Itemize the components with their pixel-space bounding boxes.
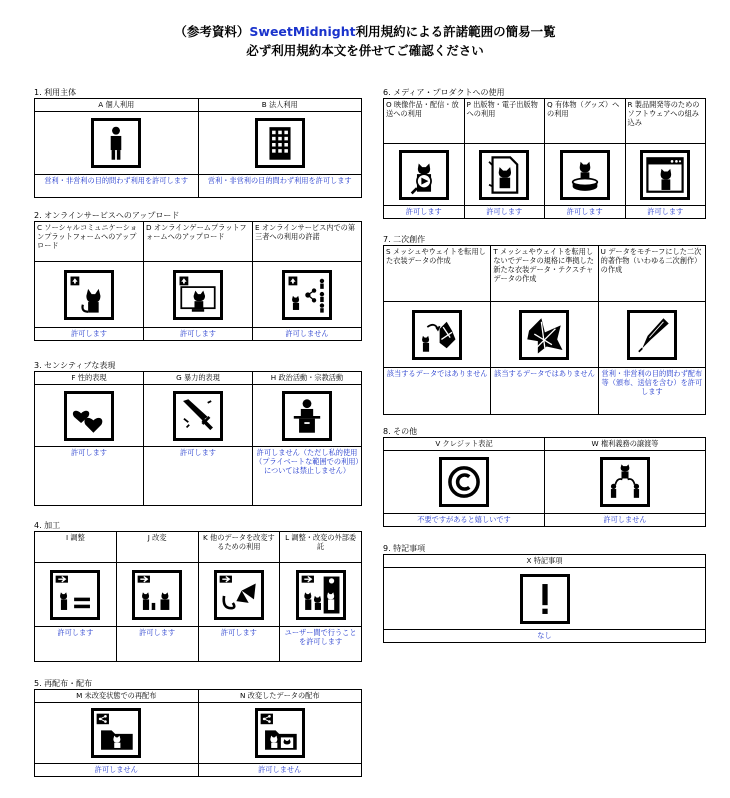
header-p: P 出版物・電子出版物への利用	[464, 99, 545, 144]
header-f: F 性的表現	[35, 372, 143, 385]
section-title: 2. オンラインサービスへのアップロード	[34, 210, 362, 222]
pen-icon	[627, 310, 677, 360]
section-derivative-works	[383, 234, 706, 415]
result-i: 許可します	[57, 628, 94, 637]
header-e: E オンラインサービス内での第三者への利用の許諾	[252, 222, 361, 262]
header-c: C ソーシャルコミュニケーションプラットフォームへのアップロード	[35, 222, 143, 262]
result-n: 許可しません	[198, 764, 362, 776]
header-b: B 法人利用	[198, 99, 362, 112]
section-processing	[34, 520, 362, 662]
header-k: K 他のデータを改変するための利用	[198, 532, 280, 563]
header-v: V クレジット表記	[384, 438, 544, 451]
result-l: ユーザー間で行うことを許可します	[279, 627, 361, 661]
header-t: T メッシュやウェイトを転用しないでデータの規格に準拠した新たな衣装データ・テクスチャデータの作成	[490, 246, 597, 302]
result-a: 営利・非営利の目的問わず利用を許可します	[44, 176, 189, 185]
result-t: 該当するデータではありません	[490, 368, 597, 414]
section-title: 4. 加工	[34, 520, 362, 532]
result-o: 許可します	[405, 207, 442, 216]
header-u: U データをモチーフにした二次的著作物（いわゆる二次創作）の作成	[598, 246, 705, 302]
document-title	[0, 22, 730, 60]
header-d: D オンラインゲームプラットフォームへのアップロード	[143, 222, 252, 262]
section-title: 7. 二次創作	[383, 234, 706, 246]
result-d: 許可します	[143, 328, 252, 340]
upload-social-icon	[64, 270, 114, 320]
result-q: 許可します	[544, 206, 625, 218]
section-special-notes	[383, 543, 706, 643]
header-i: I 調整	[35, 532, 116, 563]
section-online-upload	[34, 210, 362, 341]
building-icon	[255, 118, 305, 168]
result-e: 許可しません	[252, 328, 361, 340]
result-k: 許可します	[198, 627, 280, 661]
header-x: X 特記事項	[384, 555, 705, 568]
result-j: 許可します	[116, 627, 198, 661]
header-l: L 調整・改変の外部委託	[279, 532, 361, 563]
result-m: 許可しません	[94, 765, 138, 774]
result-s: 該当するデータではありません	[386, 369, 488, 378]
result-b: 営利・非営利の目的問わず利用を許可します	[198, 175, 362, 197]
section-sensitive-expression	[34, 360, 362, 506]
goods-icon	[560, 150, 610, 200]
new-costume-icon	[519, 310, 569, 360]
exclamation-icon	[520, 574, 570, 624]
section-title: 9. 特記事項	[383, 543, 706, 555]
header-a: A 個人利用	[35, 99, 198, 112]
section-title: 1. 利用主体	[34, 87, 362, 99]
podium-icon	[282, 391, 332, 441]
outsource-icon	[296, 570, 346, 620]
share-third-party-icon	[282, 270, 332, 320]
result-r: 許可します	[625, 206, 706, 218]
header-w: W 権利義務の譲渡等	[544, 438, 705, 451]
copyright-icon	[439, 457, 489, 507]
header-h: H 政治活動・宗教活動	[252, 372, 361, 385]
header-r: R 製品開発等のためのソフトウェアへの組み込み	[625, 99, 706, 144]
knife-icon	[173, 391, 223, 441]
section-title: 5. 再配布・配布	[34, 678, 362, 690]
result-p: 許可します	[464, 206, 545, 218]
adjust-icon	[50, 570, 100, 620]
publication-icon	[479, 150, 529, 200]
result-v: 不要ですがあると嬉しいです	[417, 515, 511, 524]
bow-icon	[214, 570, 264, 620]
section-other	[383, 426, 706, 527]
result-f: 許可します	[71, 448, 107, 457]
header-m: M 未改変状態での再配布	[35, 690, 198, 703]
header-o: O 映像作品・配信・放送への利用	[384, 99, 464, 144]
redistribute-icon	[91, 708, 141, 758]
header-g: G 暴力的表現	[143, 372, 252, 385]
section-media-products	[383, 87, 706, 219]
header-q: Q 有体物（グッズ）への利用	[544, 99, 625, 144]
video-icon	[399, 150, 449, 200]
section-usage-subject	[34, 87, 362, 198]
result-u: 営利・非営利の目的問わず配布等（頒布、送信を含む）を許可します	[598, 368, 705, 414]
distribute-modified-icon	[255, 708, 305, 758]
title-line-2: 必ず利用規約本文を併せてご確認ください	[246, 43, 484, 58]
upload-game-icon	[173, 270, 223, 320]
result-w: 許可しません	[544, 514, 705, 526]
result-g: 許可します	[143, 447, 252, 505]
title-line-1: （参考資料）SweetMidnight利用規約による許諾範囲の簡易一覧	[174, 24, 556, 39]
brand-name: SweetMidnight	[249, 24, 356, 39]
transfer-icon	[600, 457, 650, 507]
section-title: 6. メディア・プロダクトへの使用	[383, 87, 706, 99]
header-j: J 改変	[116, 532, 198, 563]
hearts-icon	[64, 391, 114, 441]
person-icon	[91, 118, 141, 168]
header-s: S メッシュやウェイトを転用した衣装データの作成	[384, 246, 490, 302]
mesh-reuse-icon	[412, 310, 462, 360]
result-c: 許可します	[71, 329, 107, 338]
result-x: なし	[537, 631, 552, 640]
modify-icon	[132, 570, 182, 620]
result-h: 許可しません（ただし私的使用（プライベートな範囲での利用）については禁止しません）	[252, 447, 361, 505]
section-redistribution	[34, 678, 362, 777]
software-icon	[640, 150, 690, 200]
section-title: 3. センシティブな表現	[34, 360, 362, 372]
section-title: 8. その他	[383, 426, 706, 438]
header-n: N 改変したデータの配布	[198, 690, 362, 703]
